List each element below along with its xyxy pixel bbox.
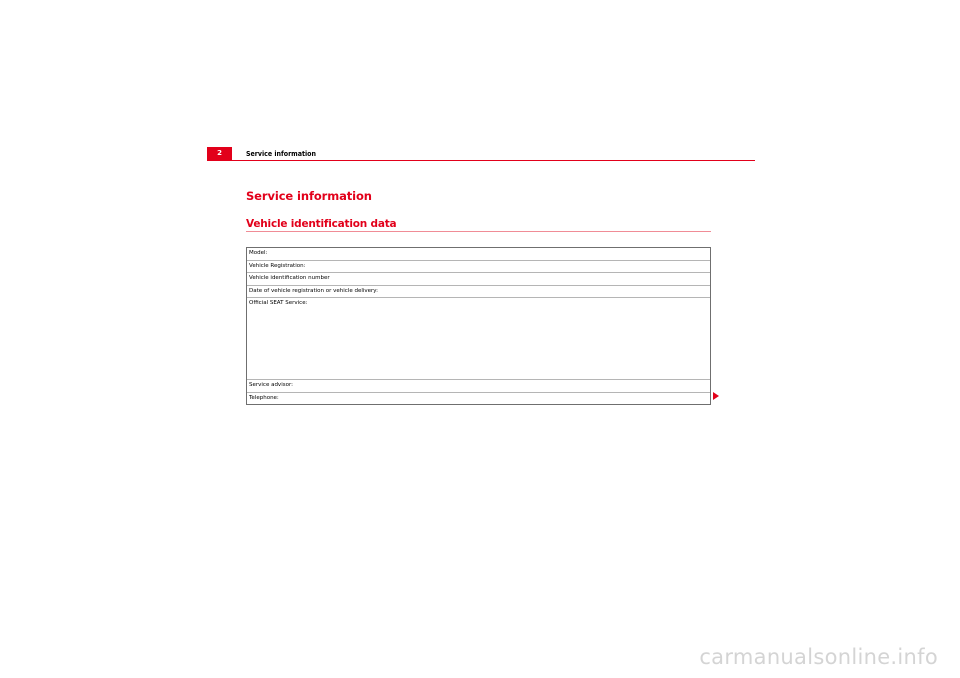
- table-row-registration-date: Date of vehicle registration or vehicle delivery:: [247, 286, 710, 299]
- table-row-telephone: Telephone:: [249, 394, 279, 401]
- triangle-right-icon[interactable]: [713, 392, 719, 400]
- section-title: Vehicle identification data: [246, 218, 711, 232]
- table-row-model: Model:: [247, 248, 710, 261]
- watermark: carmanualsonline.info: [699, 645, 938, 669]
- table-row-vehicle-registration: Vehicle Registration:: [247, 261, 710, 274]
- page-number: 2: [207, 147, 232, 160]
- table-row-service-advisor: Service advisor:: [247, 380, 710, 393]
- vehicle-data-table: [246, 247, 711, 405]
- table-row-official-service: Official SEAT Service:: [247, 298, 710, 380]
- running-header: Service information: [246, 150, 316, 158]
- table-row-vin: Vehicle identification number: [247, 273, 710, 286]
- page-title: Service information: [246, 189, 372, 203]
